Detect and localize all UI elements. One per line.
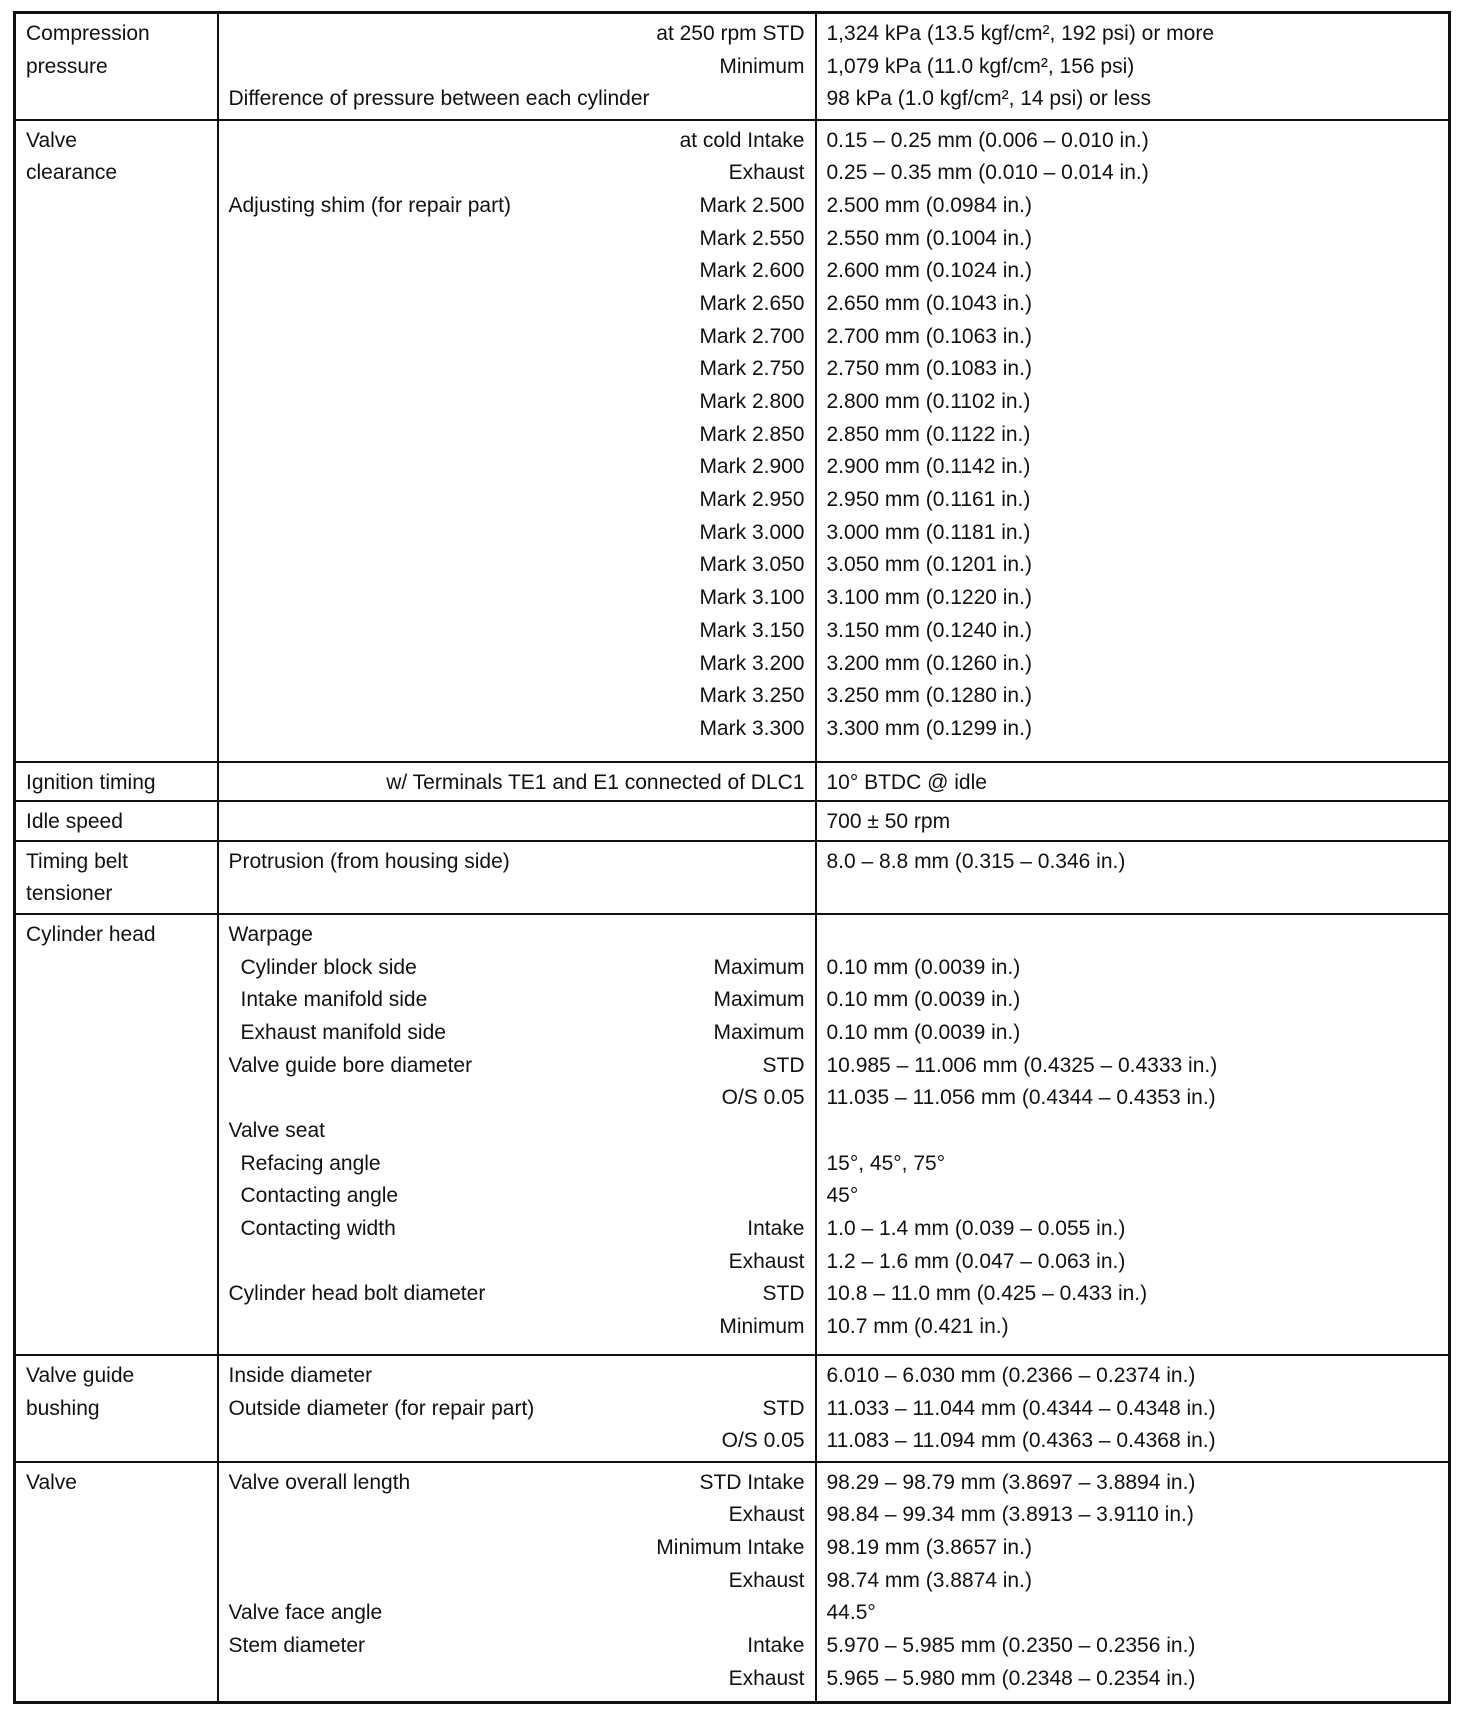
spec-value: 2.550 mm (0.1004 in.) xyxy=(826,226,1032,250)
condition-line xyxy=(229,1393,805,1426)
spec-value: 3.250 mm (0.1280 in.) xyxy=(826,684,1032,708)
condition-item: Refacing angle xyxy=(240,1151,381,1175)
condition-item: Stem diameter xyxy=(228,1633,366,1657)
condition-line xyxy=(229,1180,805,1213)
spec-value xyxy=(827,919,1439,952)
condition-line xyxy=(229,1278,805,1311)
condition-line xyxy=(229,919,805,952)
row-values xyxy=(816,801,1450,841)
condition-qualifier: Mark 2.600 xyxy=(699,259,805,283)
condition-line xyxy=(229,517,805,550)
spec-value: 3.200 mm (0.1260 in.) xyxy=(826,651,1032,675)
condition-item: Contacting angle xyxy=(240,1184,399,1208)
spec-value: 1.0 – 1.4 mm (0.039 – 0.055 in.) xyxy=(826,1217,1126,1241)
condition-line xyxy=(229,1425,805,1458)
condition-line xyxy=(229,1311,805,1344)
row-values xyxy=(816,841,1450,914)
condition-qualifier: STD xyxy=(762,1282,805,1306)
condition-line xyxy=(229,1499,805,1532)
spec-value: 98.74 mm (3.8874 in.) xyxy=(826,1568,1032,1592)
condition-item: Valve overall length xyxy=(228,1470,411,1494)
condition-line xyxy=(229,1050,805,1083)
condition-qualifier: O/S 0.05 xyxy=(721,1429,805,1453)
condition-line xyxy=(229,1082,805,1115)
spec-value: 98.19 mm (3.8657 in.) xyxy=(826,1535,1032,1559)
condition-line xyxy=(229,1467,805,1500)
spec-value: 1.2 – 1.6 mm (0.047 – 0.063 in.) xyxy=(826,1249,1126,1273)
spec-value: 10° BTDC @ idle xyxy=(826,770,987,794)
condition-line xyxy=(229,1148,805,1181)
spec-value: 15°, 45°, 75° xyxy=(826,1151,946,1175)
condition-line xyxy=(229,767,805,800)
condition-item: Valve guide bore diameter xyxy=(228,1053,473,1077)
spec-value: 10.985 – 11.006 mm (0.4325 – 0.4333 in.) xyxy=(826,1053,1218,1077)
condition-line xyxy=(229,648,805,681)
condition-qualifier: STD xyxy=(762,1053,805,1077)
spec-value: 2.900 mm (0.1142 in.) xyxy=(826,455,1031,479)
spec-value: 8.0 – 8.8 mm (0.315 – 0.346 in.) xyxy=(826,849,1126,873)
condition-qualifier: at cold Intake xyxy=(679,128,805,152)
condition-line xyxy=(229,582,805,615)
condition-line xyxy=(229,223,805,256)
spec-value: 2.950 mm (0.1161 in.) xyxy=(826,488,1031,512)
condition-line xyxy=(229,952,805,985)
condition-qualifier: Exhaust xyxy=(728,161,805,185)
condition-line xyxy=(229,984,805,1017)
condition-line xyxy=(229,386,805,419)
row-category: Valve guide bushing xyxy=(15,1355,218,1462)
spec-value: 3.100 mm (0.1220 in.) xyxy=(826,586,1032,610)
condition-qualifier: Minimum xyxy=(719,1315,805,1339)
spec-value: 44.5° xyxy=(826,1601,876,1625)
condition-line xyxy=(229,255,805,288)
condition-qualifier: Mark 2.500 xyxy=(699,193,805,217)
condition-line xyxy=(229,1597,805,1630)
spec-value: 11.033 – 11.044 mm (0.4344 – 0.4348 in.) xyxy=(826,1396,1216,1420)
condition-line xyxy=(229,288,805,321)
spec-value: 1,079 kPa (11.0 kgf/cm², 156 psi) xyxy=(826,54,1135,78)
spec-value: 0.10 mm (0.0039 in.) xyxy=(826,955,1021,979)
condition-qualifier: Mark 2.950 xyxy=(699,488,805,512)
condition-qualifier: Mark 2.700 xyxy=(699,324,805,348)
condition-qualifier: Maximum xyxy=(713,1020,805,1044)
spec-value: 10.8 – 11.0 mm (0.425 – 0.433 in.) xyxy=(826,1282,1148,1306)
row-values xyxy=(816,1462,1450,1703)
spec-value: 98 kPa (1.0 kgf/cm², 14 psi) or less xyxy=(826,87,1151,111)
spec-value: 98.29 – 98.79 mm (3.8697 – 3.8894 in.) xyxy=(826,1470,1196,1494)
condition-line xyxy=(229,878,805,911)
condition-qualifier: Mark 3.250 xyxy=(699,684,805,708)
row-conditions xyxy=(218,914,816,1355)
condition-qualifier: Mark 3.000 xyxy=(699,520,805,544)
condition-qualifier: Exhaust xyxy=(728,1503,805,1527)
condition-line xyxy=(229,1360,805,1393)
condition-line xyxy=(229,549,805,582)
condition-qualifier: Mark 2.900 xyxy=(699,455,805,479)
condition-line xyxy=(229,1565,805,1598)
table-row xyxy=(15,762,1450,802)
condition-line xyxy=(229,1532,805,1565)
spec-value: 11.083 – 11.094 mm (0.4363 – 0.4368 in.) xyxy=(826,1429,1216,1453)
table-row xyxy=(15,841,1450,914)
spec-value: 1,324 kPa (13.5 kgf/cm², 192 psi) or more xyxy=(826,22,1215,45)
condition-qualifier: Mark 2.850 xyxy=(699,422,805,446)
condition-line xyxy=(229,680,805,713)
condition-qualifier: Mark 3.100 xyxy=(699,586,805,610)
condition-qualifier: Exhaust xyxy=(728,1249,805,1273)
condition-item: Valve face angle xyxy=(228,1601,383,1625)
condition-qualifier: O/S 0.05 xyxy=(721,1086,805,1110)
condition-item: Cylinder head bolt diameter xyxy=(228,1282,486,1306)
condition-line xyxy=(229,1213,805,1246)
spec-value: 0.10 mm (0.0039 in.) xyxy=(826,1020,1021,1044)
condition-line xyxy=(229,1630,805,1663)
table-row xyxy=(15,13,1450,120)
condition-line xyxy=(229,451,805,484)
row-category: Compression pressure xyxy=(15,13,218,120)
condition-qualifier: Mark 2.650 xyxy=(699,291,805,315)
spec-value: 3.300 mm (0.1299 in.) xyxy=(826,716,1032,740)
row-conditions xyxy=(218,13,816,120)
condition-item: Protrusion (from housing side) xyxy=(228,849,510,873)
row-conditions xyxy=(218,1462,816,1703)
spec-value xyxy=(827,878,1439,911)
condition-item: Outside diameter (for repair part) xyxy=(228,1396,535,1420)
row-category: Idle speed xyxy=(15,801,218,841)
spec-table xyxy=(13,11,1451,1704)
spec-value: 45° xyxy=(826,1184,859,1208)
table-row xyxy=(15,1462,1450,1703)
condition-item: Valve seat xyxy=(228,1118,325,1142)
row-values xyxy=(816,914,1450,1355)
condition-qualifier: Exhaust xyxy=(728,1568,805,1592)
spec-value: 2.600 mm (0.1024 in.) xyxy=(826,259,1032,283)
condition-line xyxy=(229,846,805,879)
spec-value: 700 ± 50 rpm xyxy=(826,810,951,834)
spec-value: 2.850 mm (0.1122 in.) xyxy=(826,422,1031,446)
row-category: Valve xyxy=(15,1462,218,1703)
condition-item: Adjusting shim (for repair part) xyxy=(228,193,511,217)
condition-qualifier: Mark 3.200 xyxy=(699,651,805,675)
spec-value xyxy=(827,1115,1439,1148)
condition-item: Contacting width xyxy=(240,1217,396,1241)
condition-line xyxy=(229,1663,805,1696)
spec-value: 0.10 mm (0.0039 in.) xyxy=(826,988,1021,1012)
condition-line xyxy=(229,51,805,84)
row-category: Ignition timing xyxy=(15,762,218,802)
condition-line xyxy=(229,1115,805,1148)
spec-value: 2.750 mm (0.1083 in.) xyxy=(826,357,1032,381)
spec-value: 3.000 mm (0.1181 in.) xyxy=(826,520,1031,544)
condition-line xyxy=(229,353,805,386)
row-category: Timing belt tensioner xyxy=(15,841,218,914)
condition-item: Cylinder block side xyxy=(240,955,417,979)
condition-item: Warpage xyxy=(228,922,313,946)
condition-line xyxy=(229,419,805,452)
condition-line xyxy=(229,83,805,116)
row-category: Cylinder head xyxy=(15,914,218,1355)
spec-value: 10.7 mm (0.421 in.) xyxy=(826,1315,1009,1339)
condition-line xyxy=(229,321,805,354)
table-row xyxy=(15,914,1450,1355)
row-values xyxy=(816,120,1450,762)
row-conditions xyxy=(218,1355,816,1462)
condition-qualifier: Maximum xyxy=(713,955,805,979)
spec-value: 5.970 – 5.985 mm (0.2350 – 0.2356 in.) xyxy=(826,1633,1196,1657)
condition-qualifier: Mark 2.800 xyxy=(699,390,805,414)
table-row xyxy=(15,120,1450,762)
row-values xyxy=(816,13,1450,120)
table-row xyxy=(15,801,1450,841)
row-conditions xyxy=(218,841,816,914)
spec-table-body xyxy=(15,13,1450,1703)
spec-value: 3.150 mm (0.1240 in.) xyxy=(826,618,1032,642)
condition-line xyxy=(229,806,805,839)
condition-item: Exhaust manifold side xyxy=(240,1020,446,1044)
spec-value: 5.965 – 5.980 mm (0.2348 – 0.2354 in.) xyxy=(826,1666,1196,1690)
condition-qualifier: STD Intake xyxy=(699,1470,805,1494)
condition-qualifier: STD xyxy=(762,1396,805,1420)
spec-value: 0.15 – 0.25 mm (0.006 – 0.010 in.) xyxy=(826,128,1149,152)
table-row xyxy=(15,1355,1450,1462)
spec-value: 2.500 mm (0.0984 in.) xyxy=(826,193,1032,217)
condition-qualifier: Minimum xyxy=(719,54,805,78)
condition-line xyxy=(229,125,805,158)
row-conditions xyxy=(218,801,816,841)
spec-value: 98.84 – 99.34 mm (3.8913 – 3.9110 in.) xyxy=(826,1503,1194,1527)
row-values xyxy=(816,1355,1450,1462)
condition-qualifier: Maximum xyxy=(713,988,805,1012)
condition-qualifier: Mark 3.150 xyxy=(699,618,805,642)
spec-value: 2.650 mm (0.1043 in.) xyxy=(826,291,1032,315)
condition-item: Intake manifold side xyxy=(240,988,428,1012)
condition-item: Inside diameter xyxy=(228,1364,373,1387)
condition-qualifier: Intake xyxy=(747,1633,805,1657)
spec-value: 3.050 mm (0.1201 in.) xyxy=(826,553,1032,577)
condition-line xyxy=(229,1246,805,1279)
spec-value: 2.700 mm (0.1063 in.) xyxy=(826,324,1032,348)
condition-qualifier: w/ Terminals TE1 and E1 connected of DLC1 xyxy=(386,770,805,794)
condition-line xyxy=(229,1017,805,1050)
condition-qualifier: at 250 rpm STD xyxy=(656,22,805,45)
spec-value: 11.035 – 11.056 mm (0.4344 – 0.4353 in.) xyxy=(826,1086,1216,1110)
condition-line xyxy=(229,713,805,746)
condition-qualifier: Intake xyxy=(747,1217,805,1241)
spec-value: 6.010 – 6.030 mm (0.2366 – 0.2374 in.) xyxy=(826,1364,1196,1387)
condition-qualifier: Mark 3.050 xyxy=(699,553,805,577)
condition-line xyxy=(229,615,805,648)
row-values xyxy=(816,762,1450,802)
spec-value: 0.25 – 0.35 mm (0.010 – 0.014 in.) xyxy=(826,161,1149,185)
condition-line xyxy=(229,484,805,517)
condition-qualifier: Exhaust xyxy=(728,1666,805,1690)
row-category: Valve clearance xyxy=(15,120,218,762)
condition-line xyxy=(229,18,805,51)
condition-line xyxy=(229,190,805,223)
row-conditions xyxy=(218,120,816,762)
condition-qualifier: Mark 3.300 xyxy=(699,716,805,740)
condition-qualifier: Mark 2.550 xyxy=(699,226,805,250)
condition-item: Difference of pressure between each cylinder xyxy=(228,87,650,111)
condition-line xyxy=(229,157,805,190)
condition-qualifier: Minimum Intake xyxy=(656,1535,805,1559)
condition-qualifier: Mark 2.750 xyxy=(699,357,805,381)
row-conditions xyxy=(218,762,816,802)
spec-value: 2.800 mm (0.1102 in.) xyxy=(826,390,1031,414)
